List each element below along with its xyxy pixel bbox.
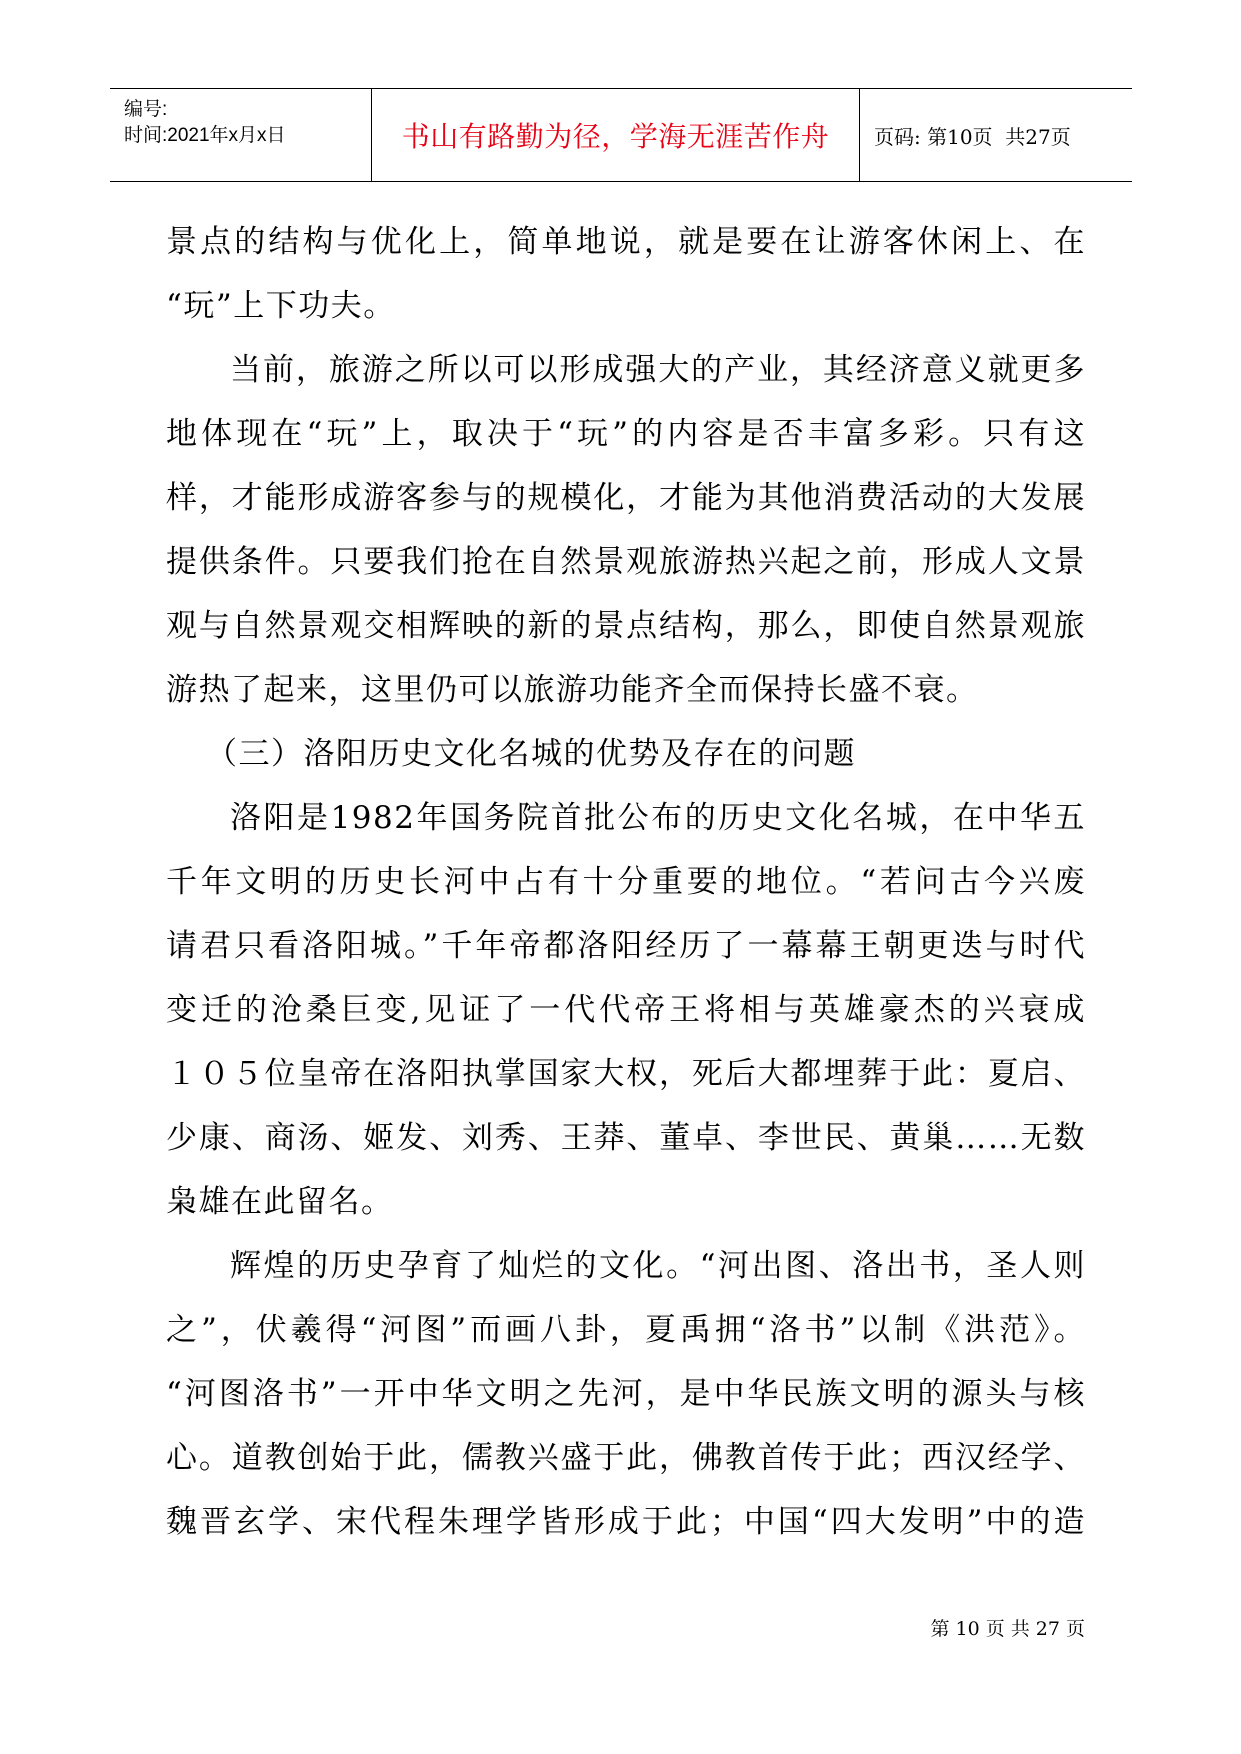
header-page-label: 页码: 第10页 共27页 — [874, 124, 1071, 149]
body-line: “河图洛书”一开中华文明之先河，是中华民族文明的源头与核 — [166, 1376, 1086, 1412]
body-line: 少康、商汤、姬发、刘秀、王莽、董卓、李世民、黄巢……无数 — [166, 1120, 1086, 1156]
header-motto: 书山有路勤为径，学海无涯苦作舟 — [372, 89, 860, 181]
document-body — [166, 210, 1086, 1554]
body-line: 心。道教创始于此，儒教兴盛于此，佛教首传于此；西汉经学、 — [166, 1440, 1086, 1476]
body-line: 变迁的沧桑巨变,见证了一代代帝王将相与英雄豪杰的兴衰成 — [166, 992, 1086, 1028]
body-line: 当前，旅游之所以可以形成强大的产业，其经济意义就更多 — [230, 352, 1086, 388]
document-header — [110, 88, 1132, 182]
body-line: 景点的结构与优化上，简单地说，就是要在让游客休闲上、在 — [166, 224, 1086, 260]
body-line: 辉煌的历史孕育了灿烂的文化。“河出图、洛出书，圣人则 — [230, 1248, 1086, 1284]
header-meta-cell — [110, 89, 372, 181]
document-time-label: 时间:2021年x月x日 — [124, 125, 286, 146]
body-line: 观与自然景观交相辉映的新的景点结构，那么，即使自然景观旅 — [166, 608, 1086, 644]
body-line: 游热了起来，这里仍可以旅游功能齐全而保持长盛不衰。 — [166, 672, 979, 708]
body-line: 请君只看洛阳城。”千年帝都洛阳经历了一幕幕王朝更迭与时代 — [166, 928, 1086, 964]
body-line: 魏晋玄学、宋代程朱理学皆形成于此；中国“四大发明”中的造 — [166, 1504, 1086, 1540]
section-heading: （三）洛阳历史文化名城的优势及存在的问题 — [206, 736, 856, 772]
body-line: 地体现在“玩”上，取决于“玩”的内容是否丰富多彩。只有这 — [166, 416, 1086, 452]
body-line: “玩”上下功夫。 — [166, 288, 396, 324]
document-number-label: 编号: — [124, 99, 168, 120]
body-line: 样，才能形成游客参与的规模化，才能为其他消费活动的大发展 — [166, 480, 1086, 516]
body-line: １０５位皇帝在洛阳执掌国家大权，死后大都埋葬于此：夏启、 — [166, 1056, 1086, 1092]
body-line: 之”，伏羲得“河图”而画八卦，夏禹拥“洛书”以制《洪范》。 — [166, 1312, 1086, 1348]
body-line: 提供条件。只要我们抢在自然景观旅游热兴起之前，形成人文景 — [166, 544, 1086, 580]
body-line: 千年文明的历史长河中占有十分重要的地位。“若问古今兴废 — [166, 864, 1086, 900]
body-line: 枭雄在此留名。 — [166, 1184, 394, 1220]
header-page-cell — [860, 89, 1132, 181]
page-footer: 第 10 页 共 27 页 — [930, 1618, 1085, 1640]
body-line: 洛阳是1982年国务院首批公布的历史文化名城，在中华五 — [230, 800, 1086, 836]
